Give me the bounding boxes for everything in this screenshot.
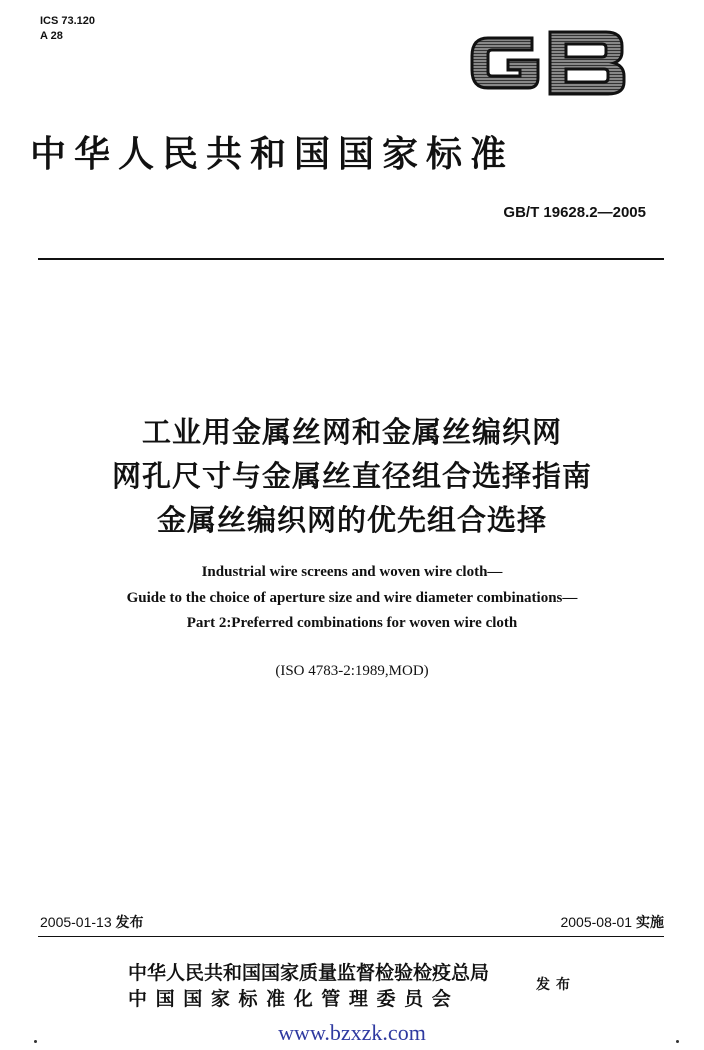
effective-date-value: 2005-08-01	[560, 914, 633, 930]
header-divider	[38, 258, 664, 260]
title-cn-line-2: 网孔尺寸与金属丝直径组合选择指南	[111, 459, 592, 493]
issue-date-value: 2005-01-13	[40, 914, 112, 930]
ics-code: ICS 73.120	[40, 15, 96, 27]
iso-reference: (ISO 4783-2:1989,MOD)	[275, 663, 429, 679]
title-cn-line-3: 金属丝编织网的优先组合选择	[156, 503, 547, 537]
standard-number: GB/T 19628.2—2005	[503, 204, 646, 221]
classification-codes	[40, 14, 95, 44]
corner-dot-left	[34, 1040, 37, 1043]
ccs-code: A 28	[40, 30, 63, 42]
title-en-line-1: Industrial wire screens and woven wire cloth—	[201, 564, 503, 580]
website-watermark: www.bzxzk.com	[278, 1020, 426, 1045]
footer-divider	[38, 936, 664, 937]
issue-date	[40, 912, 144, 932]
gb-logo	[466, 26, 626, 98]
issue-date-label: 发布	[115, 915, 144, 931]
issuer-line-2: 中 国 国 家 标 准 化 管 理 委 员 会	[128, 988, 452, 1010]
effective-date-label: 实施	[636, 915, 664, 931]
title-cn-line-1: 工业用金属丝网和金属丝编织网	[141, 415, 562, 449]
national-standard-title: 中华人民共和国国家标准	[30, 134, 515, 175]
issuer-line-1: 中华人民共和国国家质量监督检验检疫总局	[128, 962, 490, 984]
effective-date	[560, 912, 664, 932]
title-en-line-2: Guide to the choice of aperture size and wire diameter combinations—	[126, 590, 578, 606]
title-en-line-3: Part 2:Preferred combinations for woven wire cloth	[186, 615, 518, 631]
corner-dot-right	[676, 1040, 679, 1043]
publish-label: 发布	[536, 977, 576, 993]
